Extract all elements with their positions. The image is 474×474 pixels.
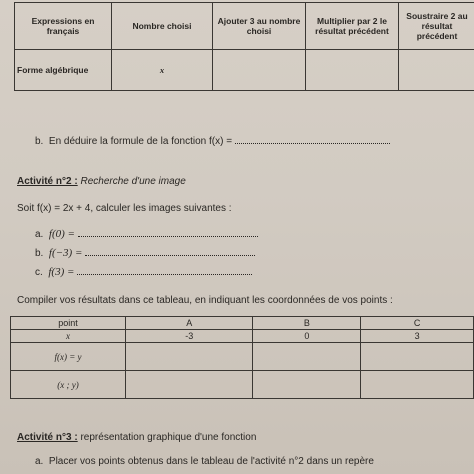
table-header-cell: Multiplier par 2 le résultat précédent xyxy=(306,3,399,50)
table-header-cell: Ajouter 3 au nombre choisi xyxy=(213,3,306,50)
item-expression: f(0) = xyxy=(48,228,75,240)
table-row xyxy=(15,3,474,50)
table-row xyxy=(11,371,474,399)
activity3-item-a xyxy=(35,456,374,467)
activity-subtitle: représentation graphique d'une fonction xyxy=(80,432,257,443)
item-label: b. xyxy=(35,136,44,147)
activity-number: Activité n°3 : xyxy=(17,432,78,443)
table-header-cell: point xyxy=(11,317,126,330)
item-label: a. xyxy=(35,229,44,240)
table-cell[interactable] xyxy=(361,371,474,399)
item-label: b. xyxy=(35,248,44,259)
table-cell[interactable] xyxy=(253,371,361,399)
table-row xyxy=(11,343,474,371)
table-cell[interactable] xyxy=(126,371,253,399)
answer-line[interactable] xyxy=(85,255,255,256)
item-expression: f(3) = xyxy=(48,266,75,278)
answer-line[interactable] xyxy=(235,143,390,144)
item-text: En déduire la formule de la fonction f(x) = xyxy=(48,136,233,147)
table-header-cell: Expressions en français xyxy=(15,3,112,50)
table-header-cell: Nombre choisi xyxy=(112,3,213,50)
table-header-cell: Soustraire 2 au résultat précédent xyxy=(399,3,474,50)
activity2-title xyxy=(17,176,186,187)
table-row xyxy=(11,317,474,330)
question-item xyxy=(35,266,252,278)
table-cell: -3 xyxy=(126,330,253,343)
row-label: Forme algébrique xyxy=(15,50,112,91)
answer-line[interactable] xyxy=(77,274,252,275)
activity-number: Activité n°2 : xyxy=(17,176,78,187)
item-b xyxy=(35,136,390,147)
activity2-instruction: Compiler vos résultats dans ce tableau, en indiquant les coordonnées de vos points : xyxy=(17,295,393,306)
table-cell: x xyxy=(112,50,213,91)
table-cell[interactable] xyxy=(253,343,361,371)
table-cell[interactable] xyxy=(213,50,306,91)
table-cell[interactable] xyxy=(399,50,474,91)
item-text: Placer vos points obtenus dans le tableau de l'activité n°2 dans un repère xyxy=(48,456,374,467)
question-item xyxy=(35,247,255,259)
question-item xyxy=(35,228,258,240)
table-header-cell: B xyxy=(253,317,361,330)
table-row xyxy=(15,50,474,91)
activity3-title xyxy=(17,432,256,443)
table-cell: 3 xyxy=(361,330,474,343)
row-label: (x ; y) xyxy=(11,371,126,399)
item-expression: f(−3) = xyxy=(48,247,83,259)
table-header-cell: A xyxy=(126,317,253,330)
table-cell[interactable] xyxy=(361,343,474,371)
table-row xyxy=(11,330,474,343)
points-table xyxy=(10,316,474,399)
row-label: f(x) = y xyxy=(11,343,126,371)
activity-subtitle: Recherche d'une image xyxy=(80,176,186,187)
activity2-intro: Soit f(x) = 2x + 4, calculer les images suivantes : xyxy=(17,203,232,214)
answer-line[interactable] xyxy=(78,236,258,237)
expressions-table xyxy=(14,2,474,91)
table-cell[interactable] xyxy=(306,50,399,91)
table-cell: 0 xyxy=(253,330,361,343)
row-label: x xyxy=(11,330,126,343)
item-label: a. xyxy=(35,456,44,467)
table-header-cell: C xyxy=(361,317,474,330)
item-label: c. xyxy=(35,267,43,278)
table-cell[interactable] xyxy=(126,343,253,371)
